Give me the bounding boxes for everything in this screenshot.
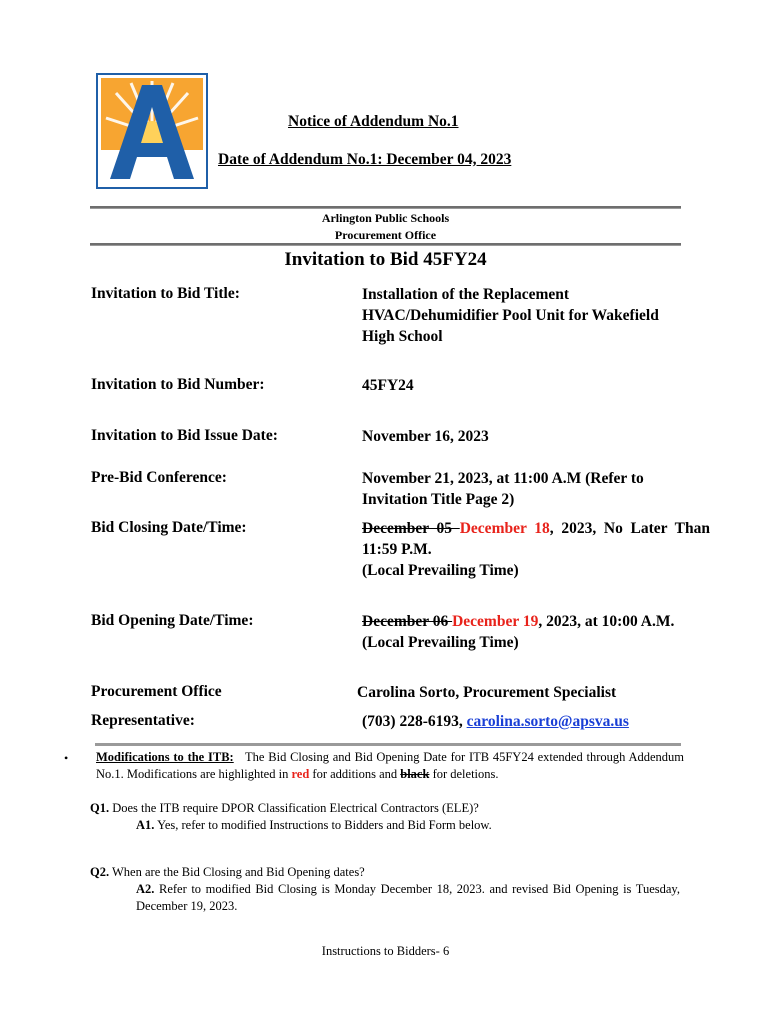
- rep-phone: (703) 228-6193,: [362, 713, 467, 730]
- question-2-text: When are the Bid Closing and Bid Opening dates?: [109, 865, 365, 879]
- itb-title-value: Installation of the Replacement HVAC/Dehumidifier Pool Unit for Wakefield High School: [362, 286, 659, 345]
- top-rule: [90, 206, 681, 209]
- aps-logo-graphic: [96, 73, 208, 189]
- question-2-label: Q2.: [90, 865, 110, 879]
- modifications-text-2: for additions and: [309, 767, 401, 781]
- rep-label-1: Procurement Office: [91, 683, 222, 700]
- answer-2-text: Refer to modified Bid Closing is Monday December 18, 2023. and revised Bid Opening is Tuesday, December 19, 2023.: [136, 882, 680, 913]
- rep-label-2: Representative:: [91, 712, 195, 729]
- page-footer: Instructions to Bidders- 6: [321, 944, 450, 958]
- closing-old-date: December 05: [362, 520, 460, 537]
- modifications-paragraph: [96, 749, 684, 783]
- answer-1: [90, 817, 680, 834]
- addendum-title: Notice of Addendum No.1: [288, 113, 459, 130]
- prebid-value: November 21, 2023, at 11:00 A.M (Refer to Invitation Title Page 2): [362, 470, 644, 508]
- modifications-rule: [95, 743, 681, 746]
- answer-1-text: Yes, refer to modified Instructions to Bidders and Bid Form below.: [154, 818, 492, 832]
- itb-number-value: 45FY24: [362, 377, 414, 394]
- opening-old-date: December 06: [362, 613, 453, 630]
- bid-closing-timezone: (Local Prevailing Time): [362, 562, 519, 579]
- bottom-rule: [90, 243, 681, 246]
- qa-item-1: [90, 800, 680, 834]
- question-1: [90, 800, 680, 817]
- modifications-red-word: red: [291, 767, 310, 781]
- modifications-text-1: The Bid Closing and Bid Opening Date for ITB 45FY24 extended through Addendum No.1. Modifications are highlighted in: [96, 750, 685, 781]
- question-1-text: Does the ITB require DPOR Classification Electrical Contractors (ELE)?: [109, 801, 479, 815]
- qa-item-2: [90, 864, 680, 915]
- question-1-label: Q1.: [90, 801, 110, 815]
- office-line-2: Procurement Office: [334, 228, 437, 242]
- bid-closing-label: Bid Closing Date/Time:: [91, 519, 247, 536]
- itb-title-label: Invitation to Bid Title:: [91, 285, 240, 302]
- rep-email-link[interactable]: carolina.sorto@apsva.us: [466, 713, 629, 730]
- itb-issue-date-value: November 16, 2023: [362, 428, 489, 445]
- modifications-bullet: •: [64, 751, 69, 765]
- answer-2: [90, 881, 680, 915]
- answer-2-label: A2.: [136, 882, 155, 896]
- bid-closing-value: [362, 518, 710, 560]
- opening-rest: , 2023, at 10:00 A.M. (Local Prevailing Time): [362, 613, 675, 651]
- aps-logo: [96, 73, 208, 189]
- rep-name: Carolina Sorto, Procurement Specialist: [357, 684, 617, 701]
- addendum-date: Date of Addendum No.1: December 04, 2023: [218, 151, 512, 168]
- closing-new-date: December 18: [459, 520, 550, 537]
- office-line-1: Arlington Public Schools: [321, 211, 450, 225]
- question-2: [90, 864, 680, 881]
- modifications-text-3: for deletions.: [429, 767, 499, 781]
- itb-issue-date-label: Invitation to Bid Issue Date:: [91, 427, 278, 444]
- itb-number-label: Invitation to Bid Number:: [91, 376, 265, 393]
- prebid-label: Pre-Bid Conference:: [91, 469, 227, 486]
- rep-contact: [362, 711, 712, 732]
- office-block: [90, 210, 681, 244]
- bid-opening-value: [362, 611, 692, 653]
- closing-rest: , 2023, No Later Than 11:59 P.M.: [362, 520, 711, 558]
- itb-heading: Invitation to Bid 45FY24: [284, 249, 487, 270]
- modifications-black-word: black: [400, 767, 430, 781]
- answer-1-label: A1.: [136, 818, 155, 832]
- opening-new-date: December 19: [452, 613, 539, 630]
- bid-opening-label: Bid Opening Date/Time:: [91, 612, 254, 629]
- modifications-heading: Modifications to the ITB:: [96, 750, 234, 764]
